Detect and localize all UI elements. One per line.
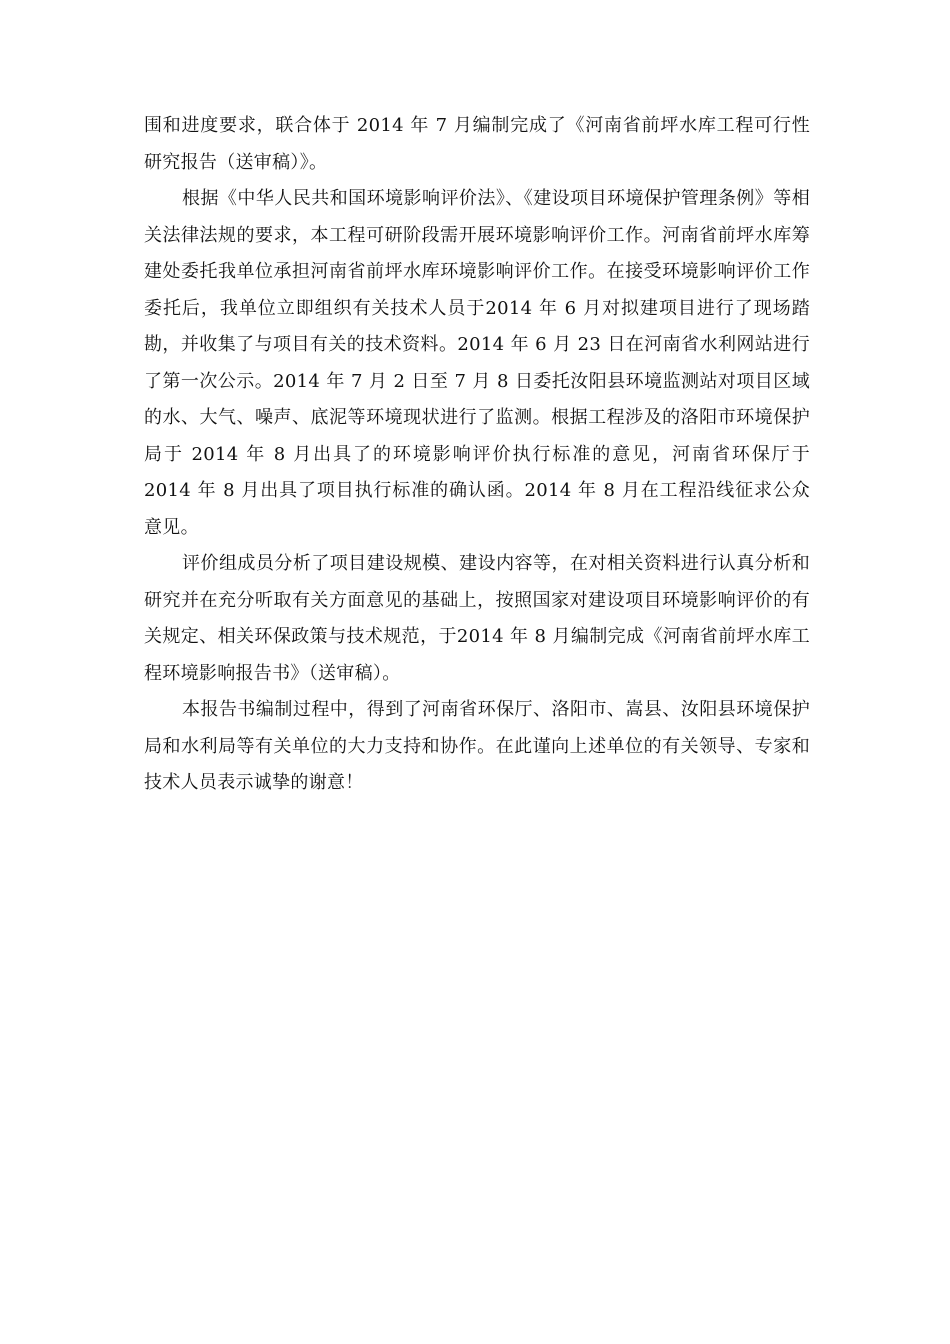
document-body: [144, 108, 810, 802]
paragraph-acknowledgement: 本报告书编制过程中，得到了河南省环保厅、洛阳市、嵩县、汝阳县环境保护局和水利局等有关单位的大力支持和协作。在此谨向上述单位的有关领导、专家和技术人员表示诚挚的谢意！: [144, 699, 810, 793]
paragraph-continuation: 围和进度要求，联合体于 2014 年 7 月编制完成了《河南省前坪水库工程可行性研究报告（送审稿）》。: [144, 115, 810, 173]
paragraph-background: 根据《中华人民共和国环境影响评价法》、《建设项目环境保护管理条例》等相关法律法规的要求，本工程可研阶段需开展环境影响评价工作。河南省前坪水库筹建处委托我单位承担河南省前坪水库环境影响评价工作。在接受环境影响评价工作委托后，我单位立即组织有关技术人员于2014 年 6 月对拟建项目进行了现场踏勘，并收集了与项目有关的技术资料。2014 年 6 月 23 日在河南省水利网站进行了第一次公示。2014 年 7 月 2 日至 7 月 8 日委托汝阳县环境监测站对项目区域的水、大气、噪声、底泥等环境现状进行了监测。根据工程涉及的洛阳市环境保护局于 2014 年 8 月出具了的环境影响评价执行标准的意见，河南省环保厅于 2014 年 8 月出具了项目执行标准的确认函。2014 年 8 月在工程沿线征求公众意见。: [144, 188, 810, 538]
paragraph-evaluation: 评价组成员分析了项目建设规模、建设内容等，在对相关资料进行认真分析和研究并在充分听取有关方面意见的基础上，按照国家对建设项目环境影响评价的有关规定、相关环保政策与技术规范，于2014 年 8 月编制完成《河南省前坪水库工程环境影响报告书》（送审稿）。: [144, 553, 810, 684]
